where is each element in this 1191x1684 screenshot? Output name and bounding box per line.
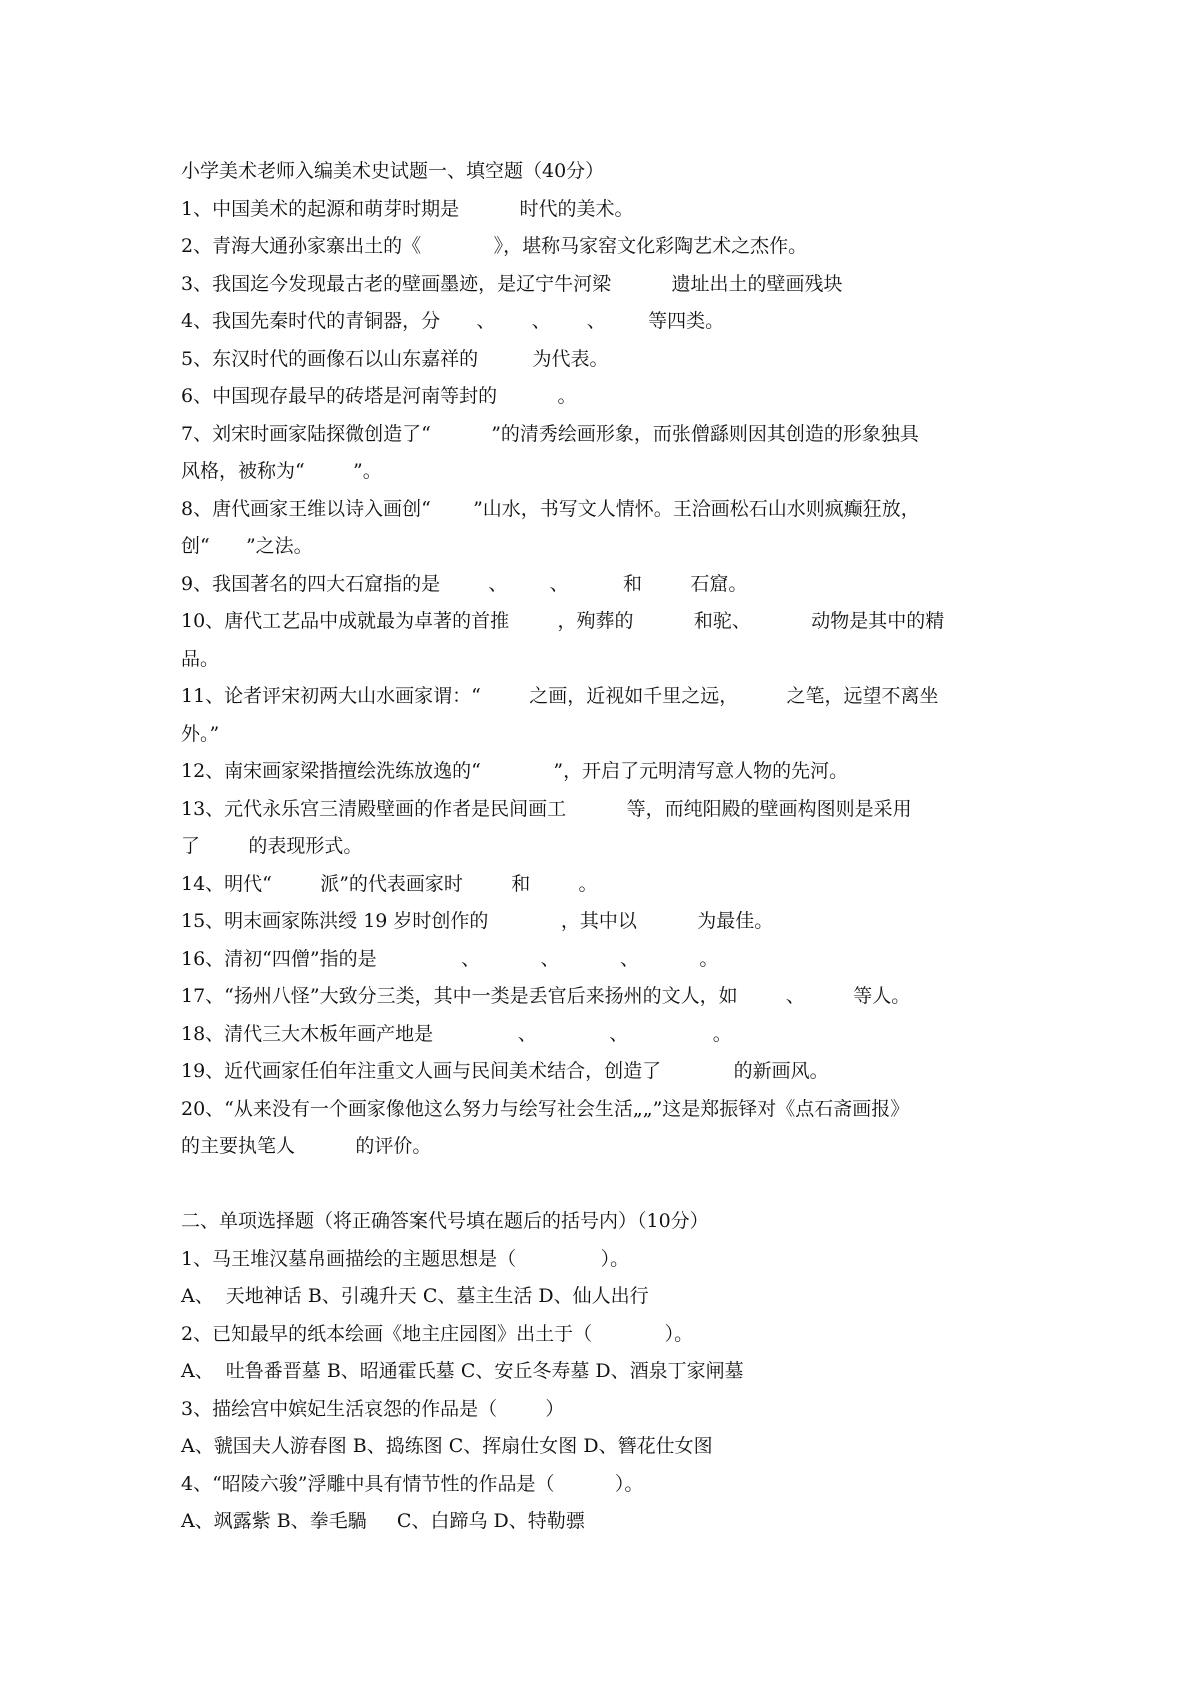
- choice-options: A、 天地神话 B、引魂升天 C、墓主生活 D、仙人出行: [181, 1285, 649, 1307]
- question-line: 9、我国著名的四大石窟指的是 、 、 和 石窟。: [181, 572, 748, 595]
- question-line: 8、唐代画家王维以诗入画创“ ”山水，书写文人情怀。王洽画松石山水则疯癫狂放，: [181, 497, 920, 520]
- choice-options: A、飒露紫 B、拳毛騧 C、白蹄乌 D、特勒骠: [181, 1510, 585, 1532]
- question-line: 19、近代画家任伯年注重文人画与民间美术结合，创造了 的新画风。: [181, 1060, 829, 1082]
- question-line: 6、中国现存最早的砖塔是河南等封的 。: [181, 385, 577, 407]
- question-line: 1、马王堆汉墓帛画描绘的主题思想是（ ）。: [181, 1247, 630, 1270]
- multiple-choice-section: [181, 1203, 1021, 1541]
- choice-options: A、 吐鲁番晋墓 B、昭通霍氏墓 C、安丘冬寿墓 D、酒泉丁家闸墓: [181, 1360, 744, 1382]
- question-line: 1、中国美术的起源和萌芽时期是 时代的美术。: [181, 197, 634, 220]
- question-line: 了 的表现形式。: [181, 835, 363, 857]
- question-line: 16、清初“四僧”指的是 、 、 、 。: [181, 947, 719, 970]
- question-line: 外。”: [181, 722, 220, 745]
- question-line: 14、明代“ 派”的代表画家时 和 。: [181, 872, 598, 895]
- question-line: 13、元代永乐宫三清殿壁画的作者是民间画工 等，而纯阳殿的壁画构图则是采用: [181, 797, 912, 820]
- question-line: 18、清代三大木板年画产地是 、 、 。: [181, 1022, 732, 1045]
- question-line: 17、“扬州八怪”大致分三类，其中一类是丢官后来扬州的文人，如 、 等人。: [181, 985, 911, 1007]
- section-heading: 二、单项选择题（将正确答案代号填在题后的括号内）（10分）: [181, 1210, 709, 1232]
- question-line: 12、南宋画家梁揩擅绘洗练放逸的“ ”，开启了元明清写意人物的先河。: [181, 760, 849, 782]
- question-line: 5、东汉时代的画像石以山东嘉祥的 为代表。: [181, 347, 609, 370]
- fill-in-blank-section: [181, 191, 1021, 1166]
- question-line: 4、“昭陵六骏”浮雕中具有情节性的作品是（ ）。: [181, 1472, 644, 1495]
- choice-options: A、虢国夫人游春图 B、捣练图 C、挥扇仕女图 D、簪花仕女图: [181, 1435, 713, 1457]
- question-line: 的主要执笔人 的评价。: [181, 1135, 432, 1157]
- document-title: 小学美术老师入编美术史试题一、填空题（40分）: [181, 160, 605, 182]
- question-line: 3、我国迄今发现最古老的壁画墨迹，是辽宁牛河梁 遗址出土的壁画残块: [181, 272, 843, 295]
- section-spacer: [181, 1166, 1021, 1204]
- document-body: [181, 153, 1021, 1541]
- question-line: 7、刘宋时画家陆探微创造了“ ”的清秀绘画形象，而张僧繇则因其创造的形象独具: [181, 422, 919, 445]
- question-line: 2、已知最早的纸本绘画《地主庄园图》出土于（ ）。: [181, 1322, 694, 1345]
- question-line: 20、“从来没有一个画家像他这么努力与绘写社会生活„„”这是郑振铎对《点石斋画报》: [181, 1097, 910, 1120]
- question-line: 11、论者评宋初两大山水画家谓：“ 之画，近视如千里之远， 之笔，远望不离坐: [181, 685, 939, 707]
- question-line: 创“ ”之法。: [181, 535, 313, 557]
- question-line: 15、明末画家陈洪绶 19 岁时创作的 ，其中以 为最佳。: [181, 910, 774, 932]
- question-line: 3、描绘宫中嫔妃生活哀怨的作品是（ ）: [181, 1397, 565, 1420]
- question-line: 4、我国先秦时代的青铜器，分 、 、 、 等四类。: [181, 310, 725, 332]
- question-line: 2、青海大通孙家寨出土的《 》，堪称马家窑文化彩陶艺术之杰作。: [181, 235, 808, 257]
- question-line: 10、唐代工艺品中成就最为卓著的首推 ，殉葬的 和驼、 动物是其中的精: [181, 610, 945, 632]
- question-line: 风格，被称为“ ”。: [181, 460, 382, 482]
- question-line: 品。: [181, 647, 220, 670]
